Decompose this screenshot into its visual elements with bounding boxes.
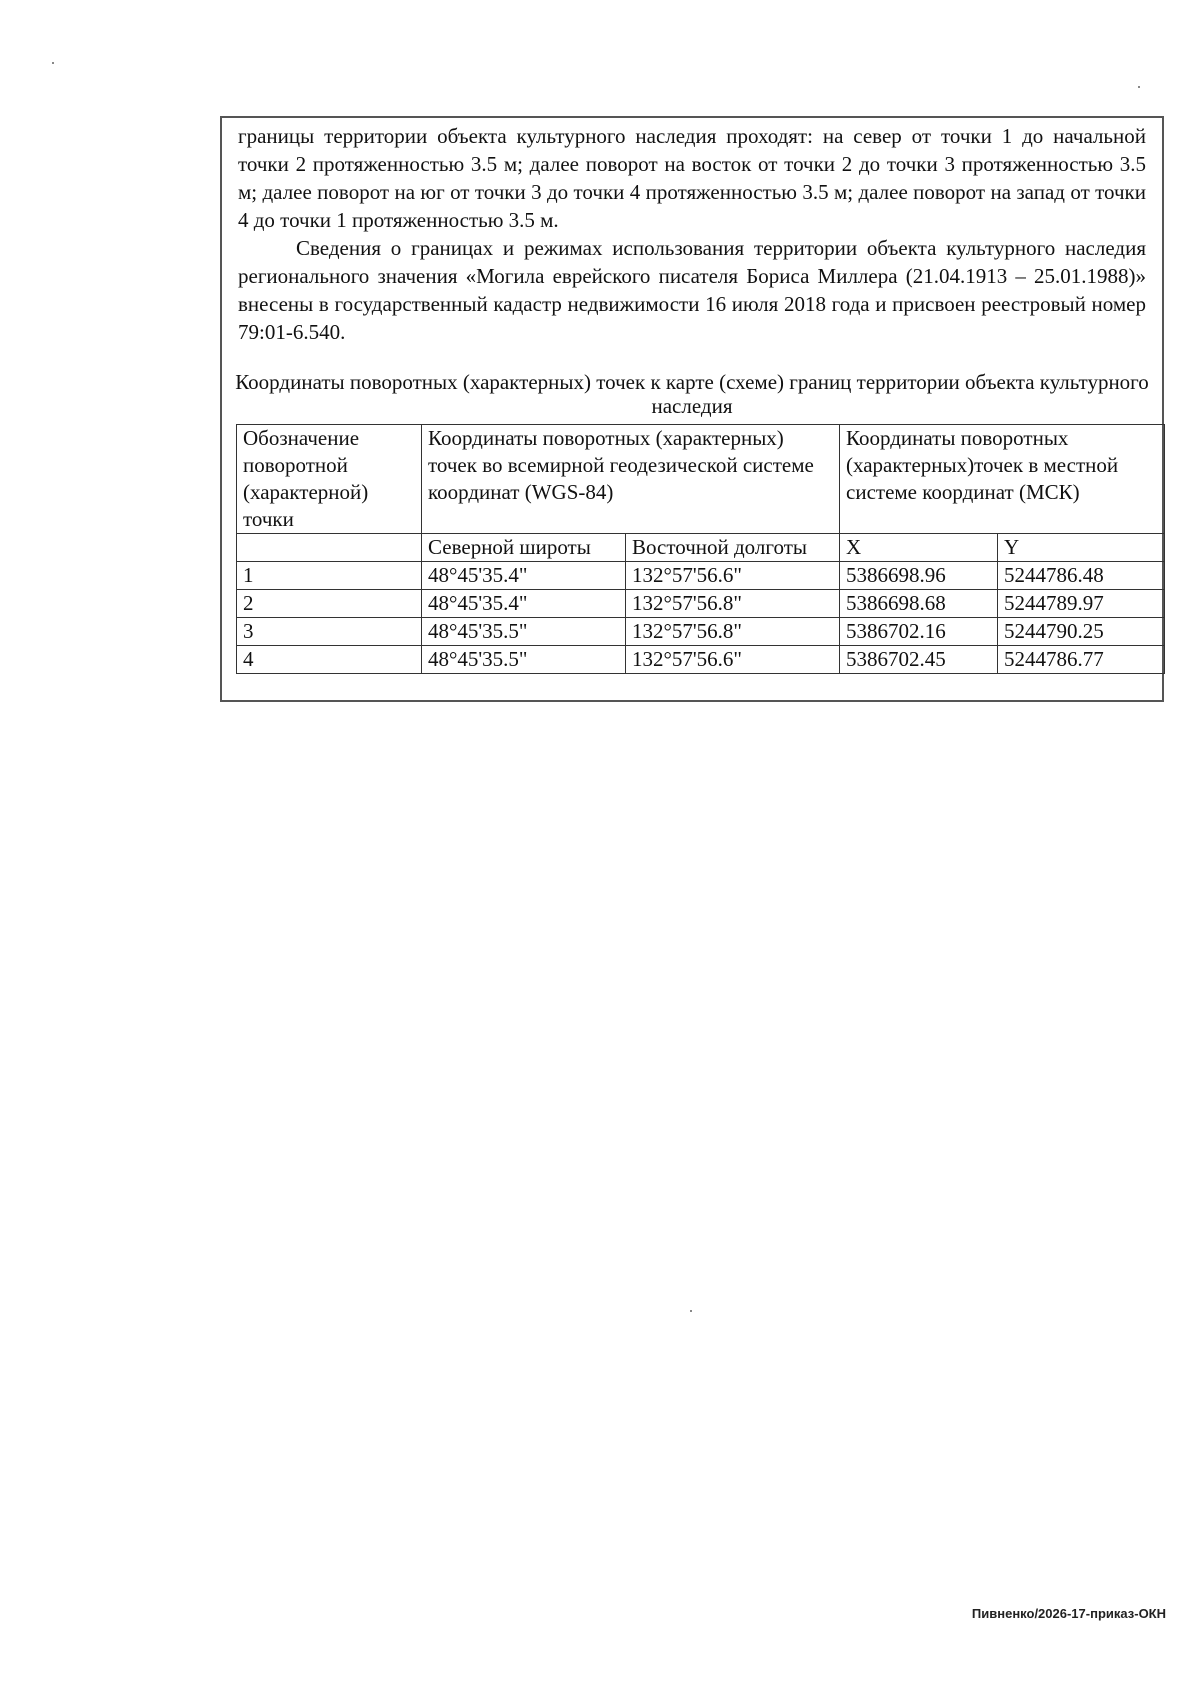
boundary-description-paragraph: границы территории объекта культурного наследия проходят: на север от точки 1 до начальной точки 2 протяженностью 3.5 м; далее поворот на восток от точки 2 до точки 3 протяженностью 3.5 м; далее поворот на юг от точки 3 до точки 4 протяженностью 3.5 м; далее поворот на запад от точки 4 до точки 1 протяженностью 3.5 м. (238, 124, 1146, 232)
subheader-longitude: Восточной долготы (626, 534, 840, 562)
header-point-designation: Обозначение поворотной (характерной) точки (237, 425, 422, 534)
y-value: 5244786.48 (998, 562, 1165, 590)
cadastre-info-paragraph: Сведения о границах и режимах использования территории объекта культурного наследия регионального значения «Могила еврейского писателя Бориса Миллера (21.04.1913 – 25.01.1988)» внесены в государственный кадастр недвижимости 16 июля 2018 года и присвоен реестровый номер 79:01-6.540. (238, 236, 1146, 344)
subheader-y: Y (998, 534, 1165, 562)
coordinates-table (236, 424, 1165, 674)
longitude-value: 132°57'56.8" (626, 590, 840, 618)
latitude-value: 48°45'35.5" (422, 646, 626, 674)
table-row (237, 562, 1165, 590)
table-row (237, 618, 1165, 646)
x-value: 5386698.68 (840, 590, 998, 618)
document-frame (220, 116, 1164, 702)
document-reference-footer: Пивненко/2026-17-приказ-ОКН (971, 1606, 1166, 1621)
table-row (237, 590, 1165, 618)
latitude-value: 48°45'35.4" (422, 562, 626, 590)
point-number: 2 (237, 590, 422, 618)
table-subheader-row (237, 534, 1165, 562)
point-number: 3 (237, 618, 422, 646)
scan-speck (1138, 86, 1140, 88)
y-value: 5244786.77 (998, 646, 1165, 674)
scan-speck (690, 1310, 692, 1312)
scan-speck (52, 62, 54, 64)
header-msk: Координаты поворотных (характерных)точек в местной системе координат (МСК) (840, 425, 1165, 534)
subheader-latitude: Северной широты (422, 534, 626, 562)
x-value: 5386702.45 (840, 646, 998, 674)
latitude-value: 48°45'35.4" (422, 590, 626, 618)
y-value: 5244789.97 (998, 590, 1165, 618)
subheader-x: X (840, 534, 998, 562)
point-number: 1 (237, 562, 422, 590)
longitude-value: 132°57'56.8" (626, 618, 840, 646)
longitude-value: 132°57'56.6" (626, 646, 840, 674)
header-wgs84: Координаты поворотных (характерных) точек во всемирной геодезической системе координат (WGS-84) (422, 425, 840, 534)
longitude-value: 132°57'56.6" (626, 562, 840, 590)
y-value: 5244790.25 (998, 618, 1165, 646)
subheader-point-designation (237, 534, 422, 562)
table-caption: Координаты поворотных (характерных) точек к карте (схеме) границ территории объекта культурного наследия (235, 370, 1149, 418)
table-header-row (237, 425, 1165, 534)
latitude-value: 48°45'35.5" (422, 618, 626, 646)
point-number: 4 (237, 646, 422, 674)
table-row (237, 646, 1165, 674)
x-value: 5386702.16 (840, 618, 998, 646)
x-value: 5386698.96 (840, 562, 998, 590)
